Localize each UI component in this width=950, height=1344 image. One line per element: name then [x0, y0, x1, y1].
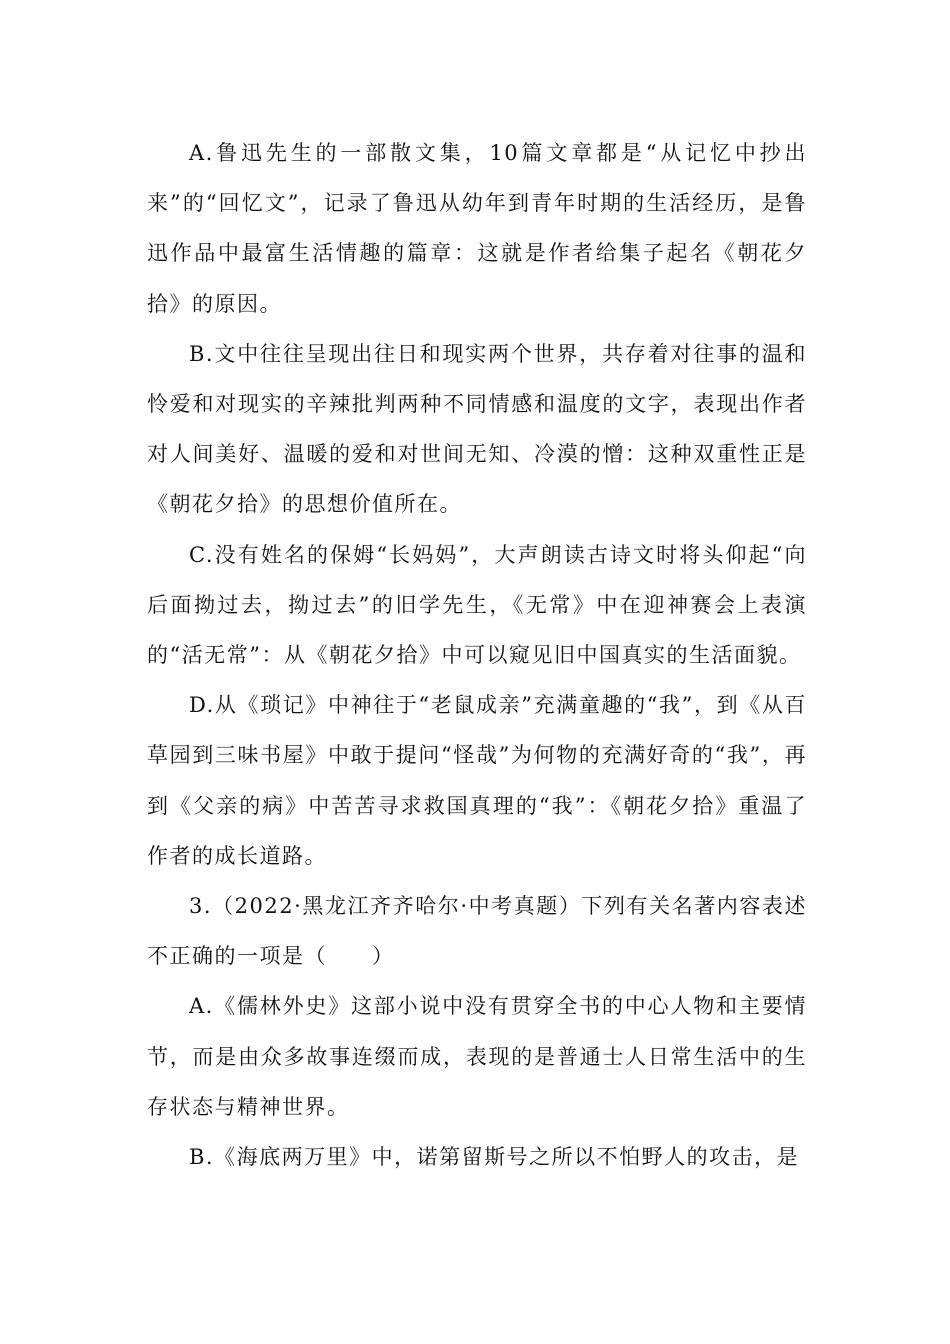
option-a-chaohua-paragraph: A.鲁迅先生的一部散文集，10篇文章都是“从记忆中抄出来”的“回忆文”，记录了鲁迅从幼年到青年时期的生活经历，是鲁迅作品中最富生活情趣的篇章：这就是作者给集子起名《朝花夕拾》的原因。 — [147, 141, 807, 316]
document-body — [147, 128, 807, 1182]
option-d-chaohua-paragraph: D.从《琐记》中神往于“老鼠成亲”充满童趣的“我”，到《从百草园到三味书屋》中敢于提问“怪哉”为何物的充满好奇的“我”，再到《父亲的病》中苦苦寻求救国真理的“我”：《朝花夕拾》重温了作者的成长道路。 — [147, 693, 807, 868]
question-3-stem: 3.（2022·黑龙江齐齐哈尔·中考真题）下列有关名著内容表述不正确的一项是（ ） — [147, 894, 807, 969]
option-c-chaohua-paragraph: C.没有姓名的保姆“长妈妈”，大声朗读古诗文时将头仰起“向后面拗过去，拗过去”的旧学先生，《无常》中在迎神赛会上表演的“活无常”：从《朝花夕拾》中可以窥见旧中国真实的生活面貌。 — [147, 542, 807, 668]
question-3-option-b: B.《海底两万里》中，诺第留斯号之所以不怕野人的攻击，是 — [189, 1145, 800, 1170]
option-b-chaohua-paragraph: B.文中往往呈现出往日和现实两个世界，共存着对往事的温和怜爱和对现实的辛辣批判两种不同情感和温度的文字，表现出作者对人间美好、温暖的爱和对世间无知、冷漠的憎：这种双重性正是《朝花夕拾》的思想价值所在。 — [147, 341, 807, 517]
question-3-option-a: A.《儒林外史》这部小说中没有贯穿全书的中心人物和主要情节，而是由众多故事连缀而成，表现的是普通士人日常生活中的生存状态与精神世界。 — [147, 994, 807, 1119]
